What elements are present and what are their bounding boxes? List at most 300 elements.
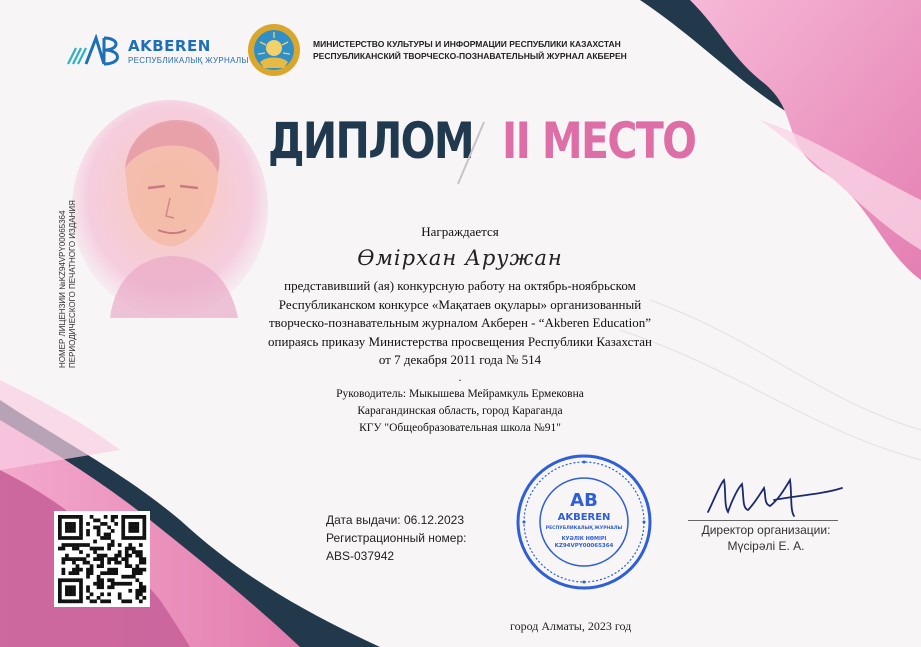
qr-module: [76, 578, 80, 582]
qr-module: [135, 536, 139, 540]
qr-module: [111, 578, 115, 582]
director-name: Мүсірәлі Е. А.: [727, 539, 805, 553]
qr-module: [128, 529, 132, 533]
registration-label: Регистрационный номер:: [326, 531, 467, 545]
qr-module: [97, 575, 101, 579]
qr-module: [114, 522, 118, 526]
qr-module: [107, 561, 111, 565]
stamp-letters: AB: [570, 490, 598, 511]
qr-module: [79, 592, 83, 596]
qr-module: [125, 561, 129, 565]
qr-module: [139, 599, 143, 603]
qr-module: [111, 543, 115, 547]
qr-module: [69, 589, 73, 593]
qr-module: [139, 582, 143, 586]
qr-module: [128, 515, 132, 519]
qr-module: [65, 515, 69, 519]
qr-module: [72, 515, 76, 519]
qr-module: [90, 564, 94, 568]
qr-module: [107, 585, 111, 589]
qr-module: [139, 515, 143, 519]
qr-module: [107, 543, 111, 547]
qr-module: [114, 515, 118, 519]
qr-module: [100, 536, 104, 540]
qr-module: [72, 578, 76, 582]
qr-module: [100, 578, 104, 582]
qr-module: [58, 589, 62, 593]
qr-module: [58, 519, 62, 523]
qr-module: [139, 568, 143, 572]
qr-module: [86, 585, 90, 589]
qr-module: [86, 533, 90, 537]
qr-module: [62, 515, 66, 519]
qr-module: [107, 578, 111, 582]
qr-module: [121, 557, 125, 561]
qr-module: [132, 522, 136, 526]
qr-module: [100, 571, 104, 575]
qr-module: [86, 543, 90, 547]
director-role: Директор организации:: [701, 523, 831, 537]
official-stamp: [514, 452, 654, 592]
qr-module: [139, 585, 143, 589]
qr-module: [142, 536, 146, 540]
registration-number: ABS-037942: [326, 549, 395, 563]
qr-module: [111, 515, 115, 519]
qr-module: [76, 564, 80, 568]
qr-module: [93, 526, 97, 530]
qr-module: [69, 599, 73, 603]
supervisor-info: [215, 386, 705, 437]
qr-module: [125, 575, 129, 579]
qr-module: [139, 557, 143, 561]
qr-module: [76, 599, 80, 603]
qr-module: [58, 536, 62, 540]
awarded-label: Награждается: [421, 224, 499, 239]
qr-module: [139, 561, 143, 565]
qr-module: [121, 536, 125, 540]
qr-module: [121, 515, 125, 519]
qr-module: [62, 557, 66, 561]
ministry-line-2: РЕСПУБЛИКАНСКИЙ ТВОРЧЕСКО-ПОЗНАВАТЕЛЬНЫЙ ЖУРНАЛ АКБЕРЕН: [313, 51, 627, 61]
qr-module: [100, 582, 104, 586]
qr-module: [121, 533, 125, 537]
qr-module: [69, 522, 73, 526]
qr-module: [62, 536, 66, 540]
qr-module: [128, 582, 132, 586]
qr-module: [58, 533, 62, 537]
qr-module: [118, 561, 122, 565]
separator-dot: .: [458, 370, 462, 384]
qr-module: [65, 543, 69, 547]
qr-module: [69, 557, 73, 561]
qr-module: [128, 564, 132, 568]
qr-module: [72, 557, 76, 561]
qr-module: [104, 554, 108, 558]
qr-module: [79, 533, 83, 537]
qr-module: [86, 571, 90, 575]
qr-module: [97, 564, 101, 568]
qr-module: [125, 554, 129, 558]
qr-module: [58, 515, 62, 519]
qr-module: [58, 522, 62, 526]
qr-module: [139, 589, 143, 593]
qr-module: [100, 547, 104, 551]
stamp-code: KZ94VPY00065364: [554, 543, 614, 549]
qr-module: [90, 592, 94, 596]
qr-module: [93, 540, 97, 544]
qr-module: [132, 575, 136, 579]
qr-module: [114, 568, 118, 572]
qr-module: [135, 578, 139, 582]
brand-subtitle: РЕСПУБЛИКАЛЫҚ ЖУРНАЛЫ: [128, 56, 249, 65]
qr-module: [139, 550, 143, 554]
qr-module: [135, 564, 139, 568]
qr-module: [128, 543, 132, 547]
qr-module: [97, 585, 101, 589]
qr-module: [62, 578, 66, 582]
qr-module: [111, 571, 115, 575]
award-line-3: творческо-познавательным журналом Акберен - “Akberen Education”: [269, 315, 651, 330]
ministry-line-1: МИНИСТЕРСТВО КУЛЬТУРЫ И ИНФОРМАЦИИ РЕСПУБЛИКИ КАЗАХСТАН: [313, 39, 621, 49]
qr-module: [128, 522, 132, 526]
qr-module: [118, 596, 122, 600]
qr-module: [93, 582, 97, 586]
qr-module: [69, 515, 73, 519]
qr-module: [79, 519, 83, 523]
qr-module: [69, 571, 73, 575]
qr-module: [128, 536, 132, 540]
qr-module: [76, 536, 80, 540]
qr-module: [135, 554, 139, 558]
qr-module: [72, 547, 76, 551]
qr-module: [142, 585, 146, 589]
qr-module: [111, 529, 115, 533]
qr-module: [97, 533, 101, 537]
qr-module: [125, 547, 129, 551]
qr-module: [76, 557, 80, 561]
qr-module: [121, 599, 125, 603]
qr-module: [111, 585, 115, 589]
qr-module: [107, 568, 111, 572]
qr-module: [69, 592, 73, 596]
qr-module: [142, 596, 146, 600]
qr-module: [97, 557, 101, 561]
qr-module: [118, 550, 122, 554]
qr-module: [62, 599, 66, 603]
qr-module: [114, 557, 118, 561]
qr-module: [100, 564, 104, 568]
qr-module: [93, 519, 97, 523]
qr-module: [86, 561, 90, 565]
qr-module: [128, 547, 132, 551]
qr-module: [69, 585, 73, 589]
qr-module: [58, 526, 62, 530]
qr-module: [76, 571, 80, 575]
qr-module: [142, 526, 146, 530]
qr-module: [111, 582, 115, 586]
qr-module: [104, 599, 108, 603]
qr-module: [79, 550, 83, 554]
director-block: [686, 522, 846, 554]
qr-module: [135, 550, 139, 554]
qr-module: [121, 526, 125, 530]
qr-module: [104, 515, 108, 519]
qr-module: [132, 536, 136, 540]
qr-module: [83, 543, 87, 547]
qr-module: [107, 571, 111, 575]
qr-module: [62, 568, 66, 572]
qr-module: [65, 526, 69, 530]
qr-module: [135, 589, 139, 593]
qr-module: [93, 599, 97, 603]
qr-module: [72, 526, 76, 530]
qr-module: [86, 575, 90, 579]
qr-module: [135, 568, 139, 572]
qr-module: [125, 564, 129, 568]
qr-module: [90, 571, 94, 575]
qr-module: [100, 522, 104, 526]
qr-module: [132, 550, 136, 554]
qr-module: [114, 554, 118, 558]
qr-module: [69, 578, 73, 582]
qr-module: [125, 550, 129, 554]
qr-module: [104, 533, 108, 537]
qr-module: [132, 526, 136, 530]
award-line-4: опираясь приказу Министерства просвещения Республики Казахстан: [267, 333, 653, 349]
akberen-logo-icon: [64, 34, 124, 70]
qr-module: [132, 515, 136, 519]
qr-module: [79, 557, 83, 561]
title-slash: [440, 114, 500, 194]
qr-module: [118, 582, 122, 586]
qr-module: [114, 561, 118, 565]
qr-module: [72, 522, 76, 526]
qr-module: [93, 547, 97, 551]
qr-module: [142, 529, 146, 533]
qr-module: [86, 529, 90, 533]
qr-module: [111, 568, 115, 572]
qr-module: [72, 571, 76, 575]
qr-module: [83, 561, 87, 565]
qr-module: [142, 515, 146, 519]
qr-module: [135, 571, 139, 575]
qr-module: [142, 568, 146, 572]
qr-module: [107, 592, 111, 596]
qr-module: [97, 578, 101, 582]
qr-module: [69, 529, 73, 533]
qr-module: [93, 550, 97, 554]
qr-module: [128, 526, 132, 530]
qr-module: [65, 522, 69, 526]
qr-module: [121, 522, 125, 526]
qr-module: [97, 519, 101, 523]
qr-module: [111, 540, 115, 544]
qr-module: [142, 557, 146, 561]
qr-module: [97, 596, 101, 600]
award-line-5: от 7 декабря 2011 года № 514: [378, 352, 542, 367]
qr-module: [139, 554, 143, 558]
license-vertical-text: [58, 200, 78, 368]
qr-module: [125, 515, 129, 519]
qr-module: [90, 568, 94, 572]
qr-module: [118, 592, 122, 596]
qr-module: [135, 596, 139, 600]
qr-code[interactable]: [54, 511, 150, 607]
qr-module: [142, 533, 146, 537]
qr-module: [121, 519, 125, 523]
qr-module: [93, 557, 97, 561]
qr-module: [79, 529, 83, 533]
qr-module: [100, 554, 104, 558]
qr-module: [86, 522, 90, 526]
qr-module: [107, 533, 111, 537]
qr-module: [97, 526, 101, 530]
qr-module: [107, 599, 111, 603]
qr-module: [79, 578, 83, 582]
qr-module: [128, 554, 132, 558]
qr-module: [142, 522, 146, 526]
qr-module: [79, 596, 83, 600]
qr-module: [62, 543, 66, 547]
qr-module: [100, 585, 104, 589]
license-description: ПЕРИОДИЧЕСКОГО ПЕЧАТНОГО ИЗДАНИЯ: [68, 200, 77, 368]
qr-module: [72, 529, 76, 533]
qr-module: [65, 529, 69, 533]
qr-module: [72, 592, 76, 596]
qr-module: [111, 519, 115, 523]
issue-info: [326, 511, 466, 565]
issue-date: Дата выдачи: 06.12.2023: [326, 513, 464, 527]
recipient-name: Өмірхан Аружан: [357, 246, 563, 270]
qr-module: [111, 557, 115, 561]
qr-module: [139, 543, 143, 547]
qr-module: [128, 599, 132, 603]
supervisor-line: Руководитель: Мыкышева Мейрамкуль Ермековна: [336, 388, 584, 400]
city-year: город Алматы, 2023 год: [510, 619, 632, 633]
qr-module: [76, 515, 80, 519]
qr-module: [65, 578, 69, 582]
qr-module: [62, 547, 66, 551]
qr-module: [86, 554, 90, 558]
qr-module: [72, 599, 76, 603]
qr-module: [139, 536, 143, 540]
place-title: II МЕСТО: [502, 112, 696, 170]
qr-module: [121, 529, 125, 533]
qr-module: [121, 582, 125, 586]
qr-module: [65, 589, 69, 593]
qr-module: [114, 571, 118, 575]
award-line-2: Республиканском конкурсе «Мақатаев оқулары» организованный: [278, 296, 642, 312]
qr-module: [100, 592, 104, 596]
qr-module: [132, 547, 136, 551]
director-signature: [694, 470, 844, 530]
qr-module: [65, 557, 69, 561]
diploma-title: ДИПЛОМ: [268, 112, 474, 170]
license-number: НОМЕР ЛИЦЕНЗИИ №KZ94VPY00065364: [58, 210, 67, 368]
qr-module: [100, 561, 104, 565]
qr-module: [69, 526, 73, 530]
qr-module: [72, 536, 76, 540]
qr-module: [107, 536, 111, 540]
qr-module: [62, 561, 66, 565]
award-line-1: представивший (ая) конкурсную работу на октябрь-ноябрьском: [284, 278, 636, 293]
qr-module: [58, 599, 62, 603]
qr-module: [79, 543, 83, 547]
qr-module: [142, 519, 146, 523]
qr-module: [97, 547, 101, 551]
qr-module: [79, 515, 83, 519]
qr-module: [83, 557, 87, 561]
qr-module: [100, 557, 104, 561]
stamp-code-label: КУӘЛІК НӨМІРІ: [561, 536, 607, 542]
qr-module: [79, 526, 83, 530]
qr-module: [72, 568, 76, 572]
brand-name: AKBEREN: [128, 37, 211, 55]
qr-module: [58, 596, 62, 600]
stamp-subtitle: РЕСПУБЛИКАЛЫҚ ЖУРНАЛЫ: [545, 526, 623, 531]
qr-module: [128, 589, 132, 593]
qr-module: [79, 536, 83, 540]
qr-module: [125, 536, 129, 540]
qr-module: [125, 557, 129, 561]
qr-module: [107, 557, 111, 561]
qr-module: [65, 585, 69, 589]
state-emblem-icon: [246, 22, 302, 78]
qr-module: [65, 592, 69, 596]
qr-module: [135, 526, 139, 530]
qr-module: [65, 554, 69, 558]
qr-module: [72, 585, 76, 589]
qr-module: [79, 589, 83, 593]
qr-module: [97, 529, 101, 533]
qr-module: [76, 547, 80, 551]
ministry-header: [313, 38, 627, 62]
qr-module: [100, 599, 104, 603]
qr-module: [104, 536, 108, 540]
qr-module: [118, 554, 122, 558]
stamp-brand: AKBEREN: [557, 512, 611, 523]
qr-module: [104, 571, 108, 575]
qr-module: [135, 515, 139, 519]
qr-module: [135, 592, 139, 596]
qr-module: [132, 568, 136, 572]
qr-module: [125, 599, 129, 603]
qr-module: [132, 571, 136, 575]
qr-module: [58, 582, 62, 586]
qr-module: [58, 547, 62, 551]
qr-module: [65, 536, 69, 540]
qr-module: [121, 575, 125, 579]
qr-module: [79, 568, 83, 572]
qr-module: [76, 568, 80, 572]
award-description: [215, 277, 705, 370]
qr-module: [69, 543, 73, 547]
qr-module: [139, 571, 143, 575]
qr-module: [72, 589, 76, 593]
qr-module: [114, 582, 118, 586]
qr-module: [62, 571, 66, 575]
qr-module: [107, 526, 111, 530]
qr-module: [128, 575, 132, 579]
qr-module: [135, 522, 139, 526]
school-line: КГУ "Общеобразовательная школа №91": [359, 422, 561, 434]
qr-module: [125, 582, 129, 586]
qr-module: [65, 599, 69, 603]
qr-module: [86, 589, 90, 593]
qr-module: [132, 529, 136, 533]
qr-module: [79, 585, 83, 589]
qr-module: [142, 589, 146, 593]
